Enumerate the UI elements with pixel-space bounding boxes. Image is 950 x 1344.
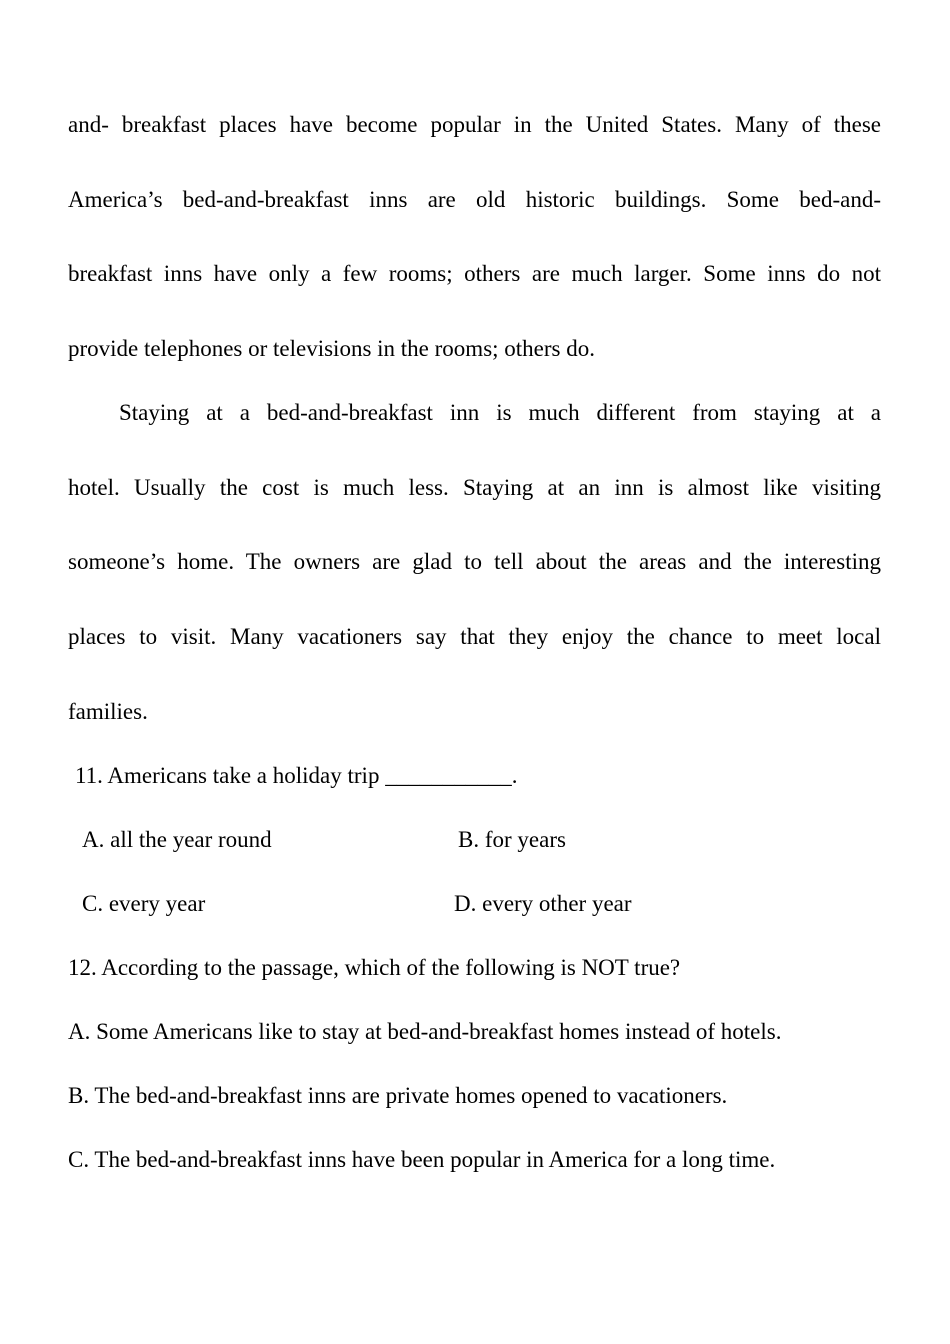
question-stem: 12. According to the passage, which of the following is NOT true?: [68, 955, 681, 980]
passage-line: and- breakfast places have become popular in the United States. Many of these: [68, 112, 881, 137]
option-d: D. every other year: [454, 891, 632, 916]
option-c: C. every year: [82, 891, 206, 916]
passage-line: hotel. Usually the cost is much less. Staying at an inn is almost like visiting: [68, 475, 881, 500]
passage-line: breakfast inns have only a few rooms; others are much larger. Some inns do not: [68, 261, 881, 286]
option-a: A. Some Americans like to stay at bed-and-breakfast homes instead of hotels.: [68, 1019, 782, 1044]
passage-line: someone’s home. The owners are glad to tell about the areas and the interesting: [68, 549, 881, 574]
passage-line: places to visit. Many vacationers say that they enjoy the chance to meet local: [68, 624, 881, 649]
passage-line: Staying at a bed-and-breakfast inn is much different from staying at a: [119, 400, 881, 425]
option-a: A. all the year round: [82, 827, 272, 852]
option-b: B. for years: [458, 827, 566, 852]
option-b: B. The bed-and-breakfast inns are private homes opened to vacationers.: [68, 1083, 728, 1108]
passage-line: America’s bed-and-breakfast inns are old historic buildings. Some bed-and-: [68, 187, 881, 212]
passage-line: families.: [68, 699, 148, 724]
passage-line: provide telephones or televisions in the rooms; others do.: [68, 336, 595, 361]
question-stem: 11. Americans take a holiday trip ___________.: [75, 763, 518, 788]
option-c: C. The bed-and-breakfast inns have been popular in America for a long time.: [68, 1147, 776, 1172]
